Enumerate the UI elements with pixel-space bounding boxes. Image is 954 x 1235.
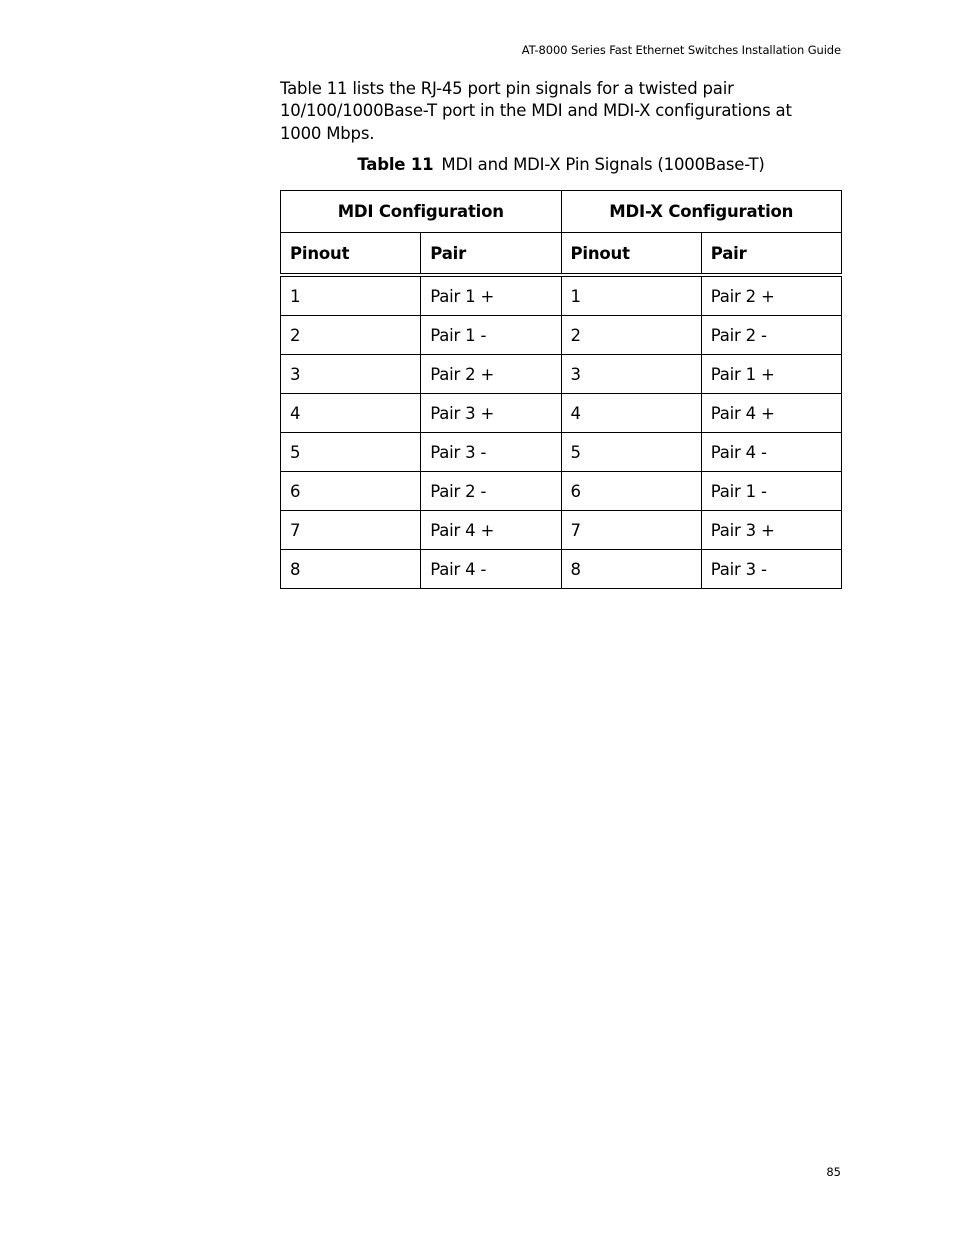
page-number: 85 bbox=[826, 1165, 841, 1179]
table-cell: 6 bbox=[561, 472, 701, 511]
table-cell: Pair 2 - bbox=[421, 472, 561, 511]
table-cell: 8 bbox=[561, 550, 701, 589]
table-cell: Pair 4 + bbox=[701, 394, 841, 433]
intro-paragraph: Table 11 lists the RJ-45 port pin signals for a twisted pair 10/100/1000Base-T port in the MDI and MDI-X configurations at 1000 Mbps. bbox=[280, 79, 792, 143]
table-cell: Pair 4 - bbox=[701, 433, 841, 472]
table-row bbox=[281, 355, 842, 394]
table-cell: 5 bbox=[281, 433, 421, 472]
table-cell: Pair 3 - bbox=[701, 550, 841, 589]
table-row bbox=[281, 433, 842, 472]
mdi-pair-header: Pair bbox=[421, 233, 561, 276]
table-row bbox=[281, 472, 842, 511]
mdi-x-configuration-header: MDI-X Configuration bbox=[561, 191, 842, 233]
table-cell: Pair 2 + bbox=[701, 275, 841, 316]
table-row bbox=[281, 316, 842, 355]
table-row bbox=[281, 550, 842, 589]
table-row bbox=[281, 394, 842, 433]
table-cell: 2 bbox=[281, 316, 421, 355]
table-cell: 2 bbox=[561, 316, 701, 355]
table-cell: 4 bbox=[561, 394, 701, 433]
table-cell: Pair 3 + bbox=[421, 394, 561, 433]
table-cell: Pair 1 + bbox=[701, 355, 841, 394]
table-caption-title: MDI and MDI-X Pin Signals (1000Base-T) bbox=[441, 155, 765, 174]
table-caption bbox=[280, 155, 842, 174]
table-cell: 1 bbox=[561, 275, 701, 316]
table-row bbox=[281, 511, 842, 550]
mdi-x-pair-header: Pair bbox=[701, 233, 841, 276]
mdi-configuration-header: MDI Configuration bbox=[281, 191, 562, 233]
table-cell: 4 bbox=[281, 394, 421, 433]
table-caption-label: Table 11 bbox=[357, 155, 434, 174]
table-cell: 6 bbox=[281, 472, 421, 511]
mdi-x-pinout-header: Pinout bbox=[561, 233, 701, 276]
table-cell: 7 bbox=[561, 511, 701, 550]
table-cell: Pair 1 - bbox=[421, 316, 561, 355]
table-cell: 5 bbox=[561, 433, 701, 472]
table-cell: Pair 1 - bbox=[701, 472, 841, 511]
table-cell: 7 bbox=[281, 511, 421, 550]
table-cell: 3 bbox=[561, 355, 701, 394]
table-cell: 3 bbox=[281, 355, 421, 394]
table-column-header-row bbox=[281, 233, 842, 276]
pin-signals-table bbox=[280, 190, 842, 589]
table-cell: 8 bbox=[281, 550, 421, 589]
running-header: AT-8000 Series Fast Ethernet Switches Installation Guide bbox=[521, 43, 841, 57]
mdi-pinout-header: Pinout bbox=[281, 233, 421, 276]
table-cell: Pair 3 - bbox=[421, 433, 561, 472]
table-cell: Pair 2 - bbox=[701, 316, 841, 355]
table-cell: Pair 3 + bbox=[701, 511, 841, 550]
table-cell: Pair 4 + bbox=[421, 511, 561, 550]
table-cell: Pair 4 - bbox=[421, 550, 561, 589]
table-row bbox=[281, 275, 842, 316]
table-cell: Pair 1 + bbox=[421, 275, 561, 316]
table-cell: 1 bbox=[281, 275, 421, 316]
table-cell: Pair 2 + bbox=[421, 355, 561, 394]
table-group-header-row bbox=[281, 191, 842, 233]
